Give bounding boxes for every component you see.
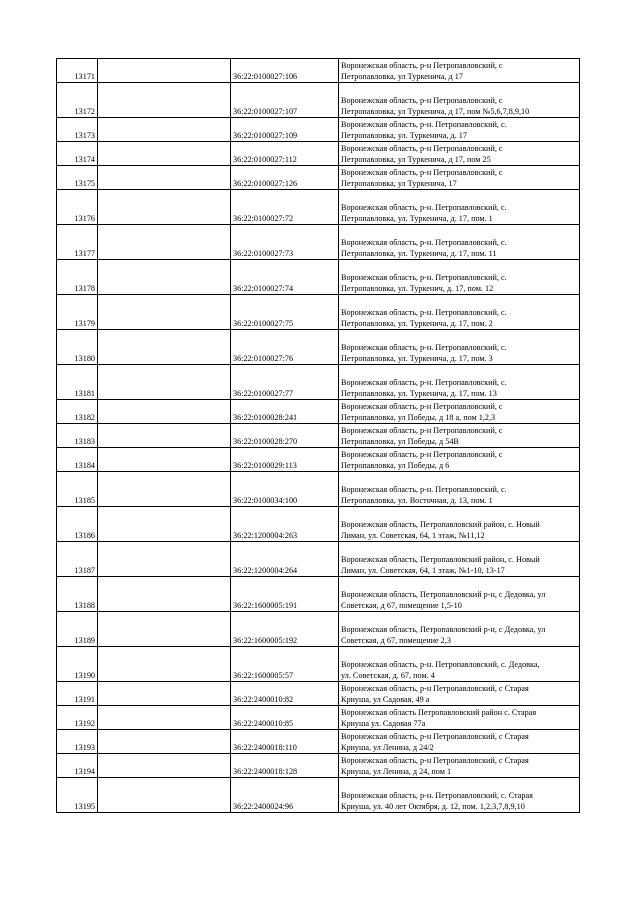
table-row [57, 365, 580, 400]
row-number: 13178 [57, 260, 98, 295]
cadastral-number: 36:22:1200004:263 [231, 507, 339, 542]
address: Воронежская область, р-н Петропавловский, с Петропавловка, ул Победы, д 18 а, пом 1,2,3 [339, 400, 580, 424]
table-row [57, 225, 580, 260]
address: Воронежская область, р-н. Петропавловский, с. Петропавловка, ул. Туркенича, д. 17, пом. 13 [339, 365, 580, 400]
table-row [57, 730, 580, 754]
row-number: 13195 [57, 778, 98, 813]
table-row [57, 295, 580, 330]
table-row [57, 448, 580, 472]
empty-cell [98, 400, 231, 424]
row-number: 13189 [57, 612, 98, 647]
cadastral-number: 36:22:0100027:112 [231, 142, 339, 166]
cadastral-number: 36:22:0100034:100 [231, 472, 339, 507]
address: Воронежская область Петропавловский район с. Старая Криуша ул. Садовая 77а [339, 706, 580, 730]
address: Воронежская область, Петропавловский р-н, с Дедовка, ул Советская, д 67, помещение 1,5-10 [339, 577, 580, 612]
row-number: 13180 [57, 330, 98, 365]
row-number: 13187 [57, 542, 98, 577]
address: Воронежская область, Петропавловский район, с. Новый Лиман, ул. Советская, 64, 1 этаж, №11,12 [339, 507, 580, 542]
empty-cell [98, 260, 231, 295]
empty-cell [98, 59, 231, 83]
row-number: 13191 [57, 682, 98, 706]
address: Воронежская область, р-н. Петропавловский, с. Петропавловка, ул. Туркенич, д. 17, пом. 12 [339, 260, 580, 295]
cadastral-number: 36:22:0100027:107 [231, 83, 339, 118]
cadastral-number: 36:22:1600005:192 [231, 612, 339, 647]
row-number: 13192 [57, 706, 98, 730]
empty-cell [98, 730, 231, 754]
empty-cell [98, 118, 231, 142]
row-number: 13173 [57, 118, 98, 142]
empty-cell [98, 424, 231, 448]
table-row [57, 424, 580, 448]
table-row [57, 706, 580, 730]
address: Воронежская область, р-н. Петропавловский, с. Петропавловка, ул. Туркенича, д. 17, пом. 3 [339, 330, 580, 365]
cadastral-number: 36:22:0100027:77 [231, 365, 339, 400]
empty-cell [98, 365, 231, 400]
cadastral-number: 36:22:0100027:73 [231, 225, 339, 260]
row-number: 13171 [57, 59, 98, 83]
cadastral-number: 36:22:0100027:74 [231, 260, 339, 295]
table-row [57, 190, 580, 225]
empty-cell [98, 542, 231, 577]
address: Воронежская область, р-н Петропавловский, с Петропавловка, ул Туркенича, 17 [339, 166, 580, 190]
address: Воронежская область, Петропавловский р-н, с Дедовка, ул Советская, д 67, помещение 2,3 [339, 612, 580, 647]
address: Воронежская область, р-н Петропавловский, с Петропавловка, ул Победы, д 54В [339, 424, 580, 448]
row-number: 13181 [57, 365, 98, 400]
empty-cell [98, 507, 231, 542]
cadastral-number: 36:22:0100027:72 [231, 190, 339, 225]
empty-cell [98, 778, 231, 813]
address: Воронежская область, р-н. Петропавловский, с. Петропавловка, ул. Туркенича, д. 17 [339, 118, 580, 142]
empty-cell [98, 448, 231, 472]
cadastral-number: 36:22:1600005:57 [231, 647, 339, 682]
empty-cell [98, 682, 231, 706]
address: Воронежская область, р-н. Петропавловский, с. Петропавловка, ул. Туркенича, д. 17, пом. 11 [339, 225, 580, 260]
row-number: 13175 [57, 166, 98, 190]
row-number: 13194 [57, 754, 98, 778]
empty-cell [98, 754, 231, 778]
row-number: 13183 [57, 424, 98, 448]
address: Воронежская область, Петропавловский район, с. Новый Лиман, ул. Советская, 64, 1 этаж, №1-10, 13-17 [339, 542, 580, 577]
row-number: 13193 [57, 730, 98, 754]
registry-table [56, 58, 580, 813]
cadastral-number: 36:22:2400010:85 [231, 706, 339, 730]
address: Воронежская область, р-н Петропавловский, с Петропавловка, ул Туркенича, д 17, пом №5,6,7,8,9,10 [339, 83, 580, 118]
table-row [57, 472, 580, 507]
empty-cell [98, 612, 231, 647]
table-row [57, 647, 580, 682]
cadastral-number: 36:22:2400010:82 [231, 682, 339, 706]
row-number: 13182 [57, 400, 98, 424]
row-number: 13177 [57, 225, 98, 260]
table-row [57, 612, 580, 647]
address: Воронежская область, р-н Петропавловский, с Петропавловка, ул Туркенича, д 17, пом 25 [339, 142, 580, 166]
table-row [57, 682, 580, 706]
cadastral-number: 36:22:2400024:96 [231, 778, 339, 813]
table-row [57, 118, 580, 142]
row-number: 13184 [57, 448, 98, 472]
cadastral-number: 36:22:0100029:113 [231, 448, 339, 472]
cadastral-number: 36:22:0100027:76 [231, 330, 339, 365]
cadastral-number: 36:22:0100027:106 [231, 59, 339, 83]
empty-cell [98, 166, 231, 190]
cadastral-number: 36:22:1600005:191 [231, 577, 339, 612]
table-row [57, 142, 580, 166]
address: Воронежская область, р-н Петропавловский, с Петропавловка, ул Победы, д 6 [339, 448, 580, 472]
row-number: 13174 [57, 142, 98, 166]
address: Воронежская область, р-н Петропавловский, с Старая Криуша, ул Ленина, д 24/2 [339, 730, 580, 754]
empty-cell [98, 142, 231, 166]
row-number: 13190 [57, 647, 98, 682]
registry-table-body [57, 59, 580, 813]
table-row [57, 542, 580, 577]
address: Воронежская область, р-н Петропавловский, с Петропавловка, ул Туркенича, д 17 [339, 59, 580, 83]
row-number: 13186 [57, 507, 98, 542]
cadastral-number: 36:22:0100028:270 [231, 424, 339, 448]
address: Воронежская область, р-н. Петропавловский, с. Старая Криуша, ул. 40 лет Октября, д. 12, пом. 1,2,3,7,8,9,10 [339, 778, 580, 813]
row-number: 13179 [57, 295, 98, 330]
row-number: 13188 [57, 577, 98, 612]
row-number: 13176 [57, 190, 98, 225]
table-row [57, 330, 580, 365]
address: Воронежская область, р-н. Петропавловский, с. Петропавловка, ул. Туркенича, д. 17, пом. 1 [339, 190, 580, 225]
empty-cell [98, 647, 231, 682]
empty-cell [98, 577, 231, 612]
address: Воронежская область, р-н. Петропавловский, с. Дедовка, ул. Советская, д. 67, пом. 4 [339, 647, 580, 682]
table-row [57, 260, 580, 295]
cadastral-number: 36:22:0100027:126 [231, 166, 339, 190]
empty-cell [98, 295, 231, 330]
cadastral-number: 36:22:0100027:75 [231, 295, 339, 330]
table-row [57, 754, 580, 778]
empty-cell [98, 330, 231, 365]
cadastral-number: 36:22:0100027:109 [231, 118, 339, 142]
table-row [57, 400, 580, 424]
table-row [57, 166, 580, 190]
table-row [57, 83, 580, 118]
cadastral-number: 36:22:1200004:264 [231, 542, 339, 577]
address: Воронежская область, р-н Петропавловский, с Старая Криуша, ул Садовая, 49 а [339, 682, 580, 706]
table-row [57, 778, 580, 813]
table-row [57, 59, 580, 83]
row-number: 13172 [57, 83, 98, 118]
address: Воронежская область, р-н. Петропавловский, с. Петропавловка, ул. Восточная, д. 13, пом. 1 [339, 472, 580, 507]
empty-cell [98, 190, 231, 225]
empty-cell [98, 472, 231, 507]
cadastral-number: 36:22:2400018:128 [231, 754, 339, 778]
address: Воронежская область, р-н Петропавловский, с Старая Криуша, ул Ленина, д 24, пом 1 [339, 754, 580, 778]
address: Воронежская область, р-н. Петропавловский, с. Петропавловка, ул. Туркенича, д. 17, пом. 2 [339, 295, 580, 330]
cadastral-number: 36:22:0100028:241 [231, 400, 339, 424]
empty-cell [98, 225, 231, 260]
table-row [57, 577, 580, 612]
empty-cell [98, 706, 231, 730]
row-number: 13185 [57, 472, 98, 507]
table-row [57, 507, 580, 542]
cadastral-number: 36:22:2400018:110 [231, 730, 339, 754]
empty-cell [98, 83, 231, 118]
